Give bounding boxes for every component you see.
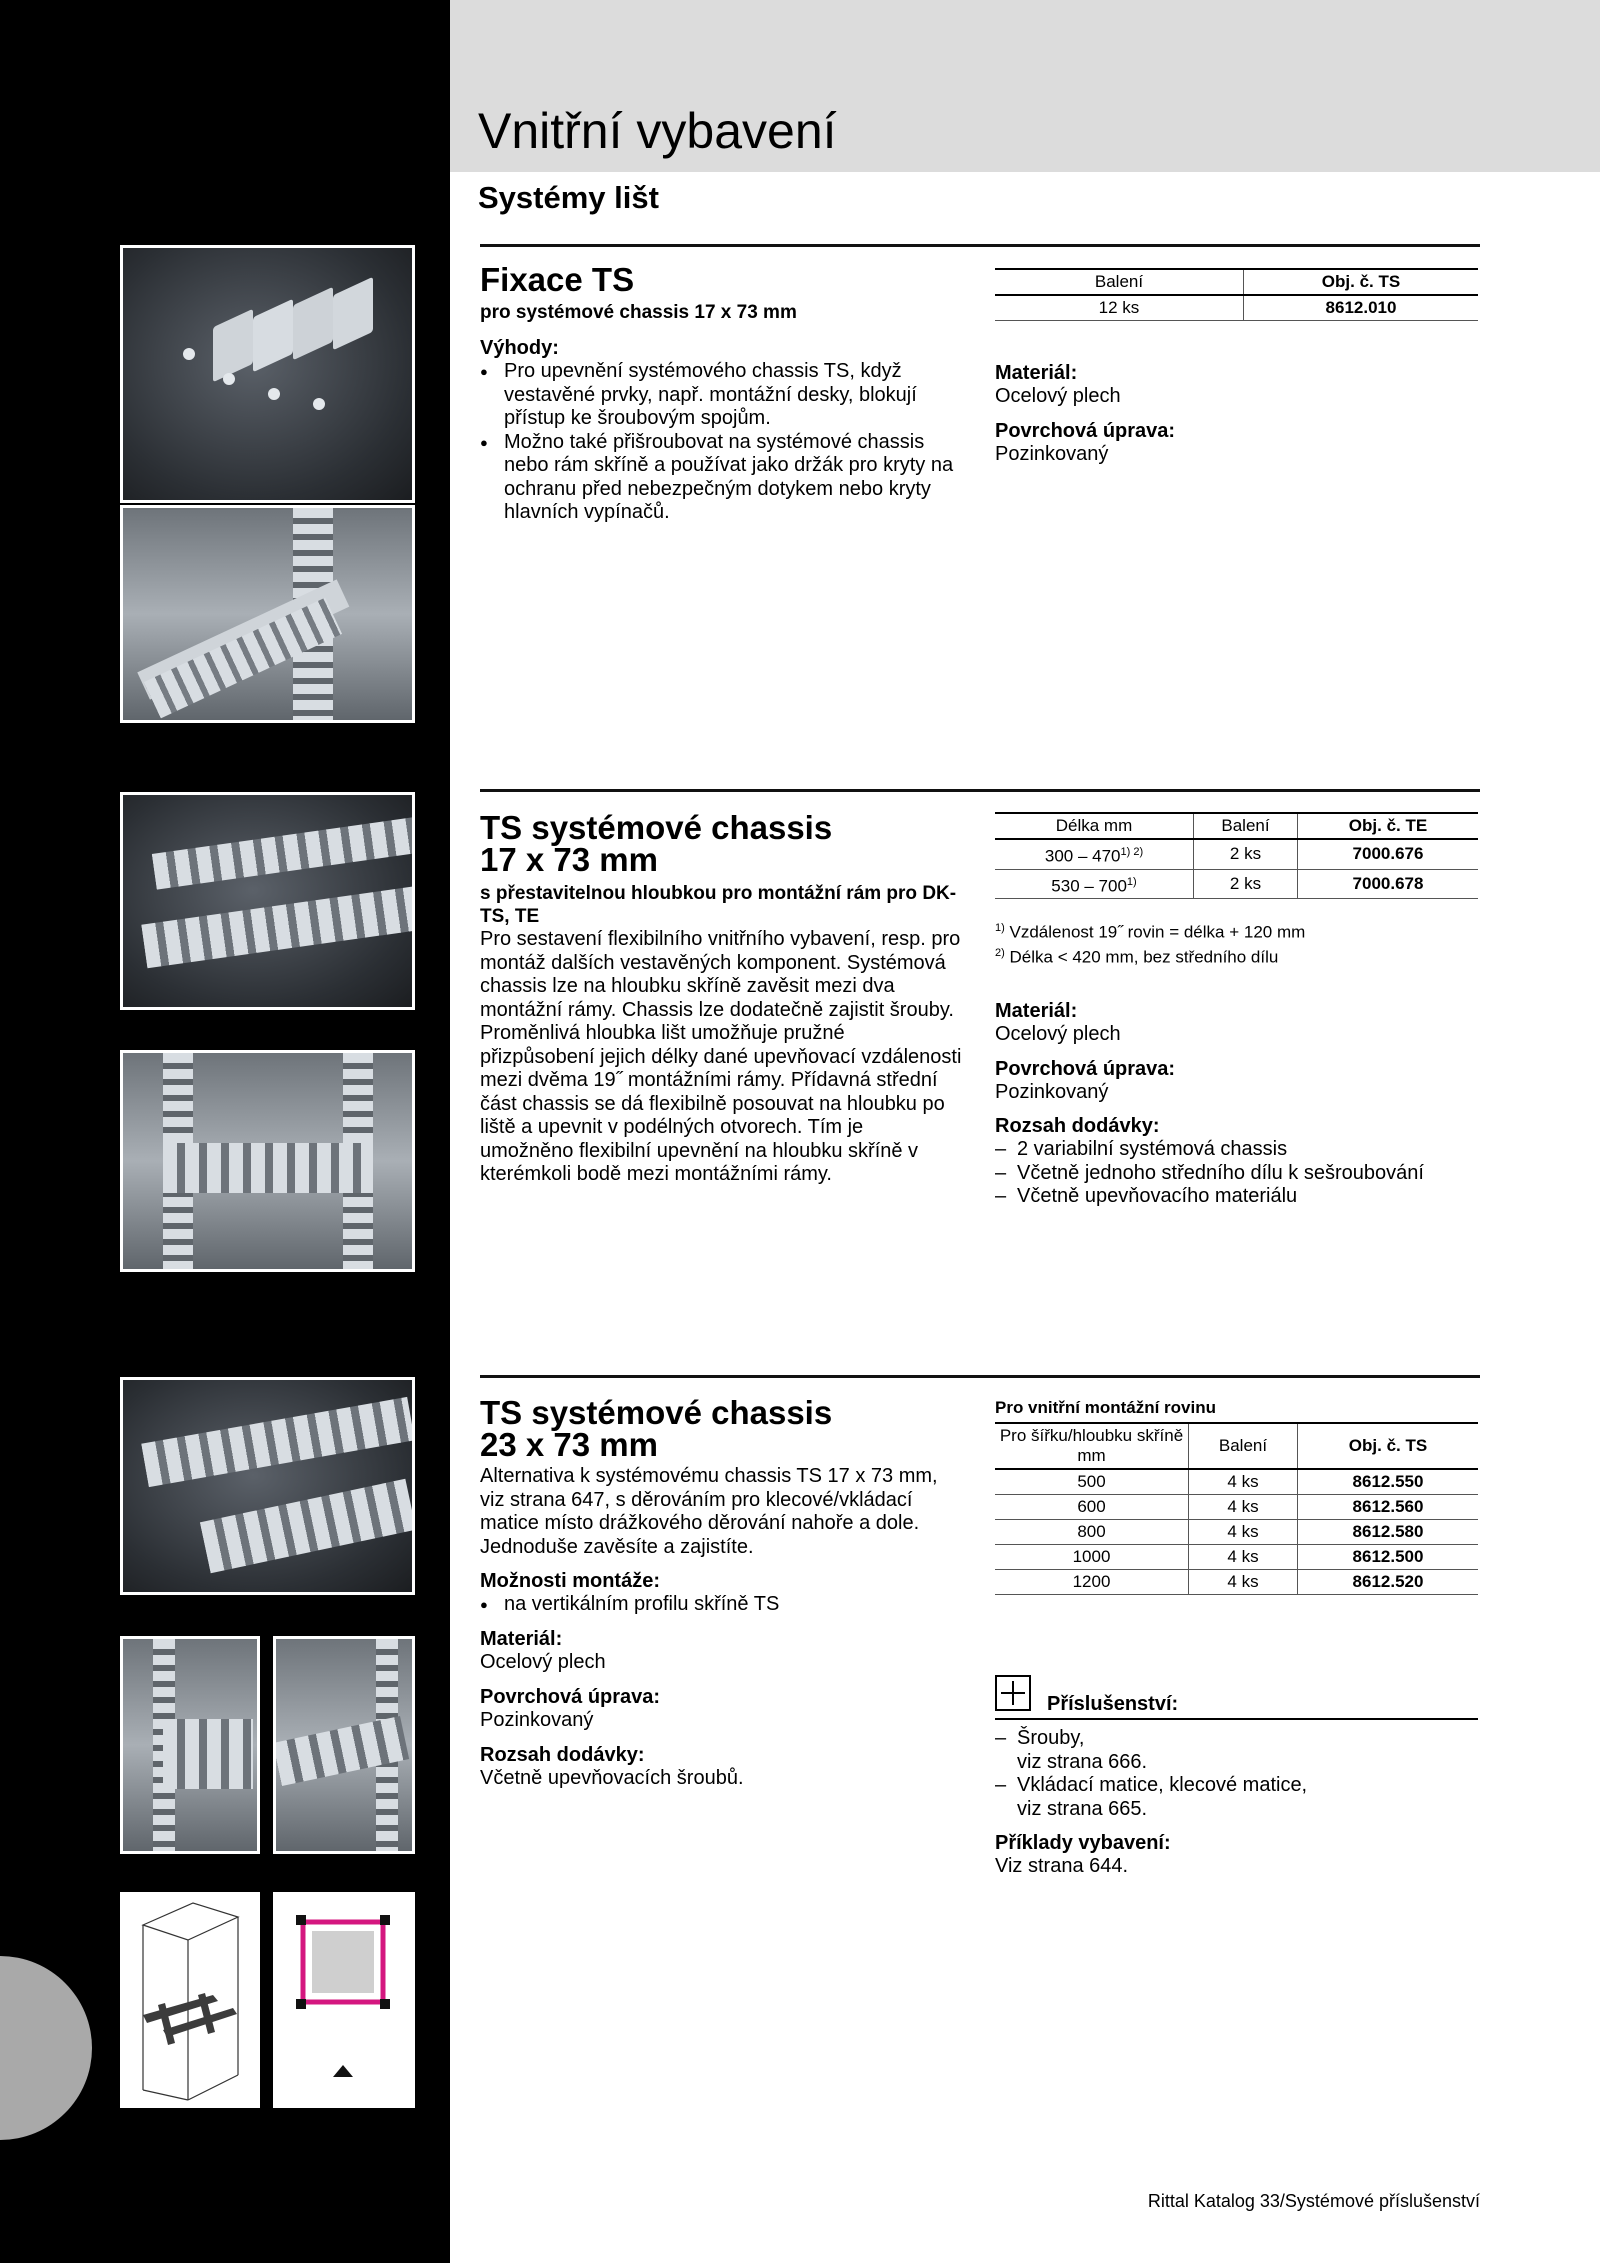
product-description: Alternativa k systémovému chassis TS 17 x 73 mm, viz strana 647, s děrováním pro klecové/vkládací matice místo drážkového děrování nahoře a dole. Jednoduše zavěsíte a zajistíte. bbox=[480, 1465, 938, 1558]
mounting-plane-drawing bbox=[276, 1895, 412, 2105]
table-cell: 530 – 700$^{1)}$ bbox=[995, 869, 1194, 899]
list-item: – 2 variabilní systémová chassis bbox=[995, 1138, 1480, 1162]
product-title-size: 17 x 73 mm bbox=[480, 841, 658, 878]
list-item: – Včetně jednoho středního dílu k sešroubování bbox=[995, 1162, 1480, 1186]
mounting-label: Možnosti montáže: bbox=[480, 1570, 660, 1592]
order-table-chassis-17 bbox=[995, 812, 1478, 899]
table-row bbox=[995, 295, 1478, 321]
accessories-label: Příslušenství: bbox=[1047, 1693, 1179, 1715]
product-photo-chassis-17-rails bbox=[120, 792, 415, 1010]
footnote: $^{2)}$ Délka < 420 mm, bez středního dílu bbox=[995, 946, 1279, 967]
product-photo-chassis-23-rails bbox=[120, 1377, 415, 1595]
table-cell: 800 bbox=[995, 1520, 1189, 1545]
list-item: – Šrouby, viz strana 666. bbox=[995, 1727, 1480, 1774]
table-cell: 8612.560 bbox=[1298, 1495, 1479, 1520]
plus-box-icon bbox=[995, 1675, 1031, 1711]
advantages-list bbox=[480, 360, 970, 525]
material-label: Materiál: bbox=[480, 1628, 563, 1650]
scope-list bbox=[995, 1138, 1480, 1209]
surface-label: Povrchová úprava: bbox=[480, 1686, 661, 1708]
table-caption: Pro vnitřní montážní rovinu bbox=[995, 1398, 1217, 1417]
product-description: Pro sestavení flexibilního vnitřního vybavení, resp. pro montáž dalších vestavěných komponent. Systémová chassis lze na hloubku skříně zavěsit mezi dva montážní rámy. Chassis lze dodatečně zajistit šrouby. Proměnlivá hloubka lišt umožňuje pružné přizpůsobení jejich délky dané upevňovací vzdálenosti mezi dvěma 19˝ montážními rámy. Přídavná střední část chassis se dá flexibilně posouvat na hloubku po liště a upevnit v podélných otvorech. Tím je umožněno flexibilní upevnění na hloubku skříně v kterémkoli bodě mezi montážními rámy. bbox=[480, 928, 962, 1185]
table-row bbox=[995, 1520, 1478, 1545]
surface-label: Povrchová úprava: bbox=[995, 1058, 1176, 1080]
table-row bbox=[995, 1545, 1478, 1570]
table-cell: 1200 bbox=[995, 1570, 1189, 1595]
table-header: Obj. č. TS bbox=[1244, 269, 1479, 295]
table-header: Pro šířku/hloubku skříně mm bbox=[995, 1423, 1189, 1469]
advantages-label: Výhody: bbox=[480, 337, 559, 359]
surface-value: Pozinkovaný bbox=[480, 1709, 594, 1731]
table-cell: 4 ks bbox=[1189, 1545, 1298, 1570]
table-cell: 4 ks bbox=[1189, 1495, 1298, 1520]
scope-label: Rozsah dodávky: bbox=[480, 1744, 645, 1766]
product-title-fixace: Fixace TS bbox=[480, 261, 635, 298]
material-label: Materiál: bbox=[995, 1000, 1078, 1022]
examples-label: Příklady vybavení: bbox=[995, 1832, 1171, 1854]
product-title-size: 23 x 73 mm bbox=[480, 1426, 658, 1463]
mounting-list bbox=[480, 1593, 965, 1617]
section-heading: Systémy lišt bbox=[478, 180, 659, 215]
mounting-plane-diagram bbox=[273, 1892, 415, 2108]
table-header: Balení bbox=[1189, 1423, 1298, 1469]
table-cell: 2 ks bbox=[1194, 839, 1298, 869]
product-photo-fixace-mounted bbox=[120, 505, 415, 723]
product-title-chassis-23: TS systémové chassis bbox=[480, 1394, 833, 1431]
table-cell: 4 ks bbox=[1189, 1520, 1298, 1545]
page-number: 648 bbox=[120, 2191, 151, 2211]
product-photo-chassis-17-mounted bbox=[120, 1050, 415, 1272]
product-photo-fixace-brackets bbox=[120, 245, 415, 503]
material-label: Materiál: bbox=[995, 362, 1078, 384]
order-table-fixace bbox=[995, 268, 1478, 321]
table-cell: 7000.678 bbox=[1298, 869, 1479, 899]
table-row bbox=[995, 869, 1478, 899]
table-cell: 8612.580 bbox=[1298, 1520, 1479, 1545]
order-table-chassis-23 bbox=[995, 1422, 1478, 1595]
footnotes bbox=[995, 918, 1305, 967]
table-cell: 4 ks bbox=[1189, 1469, 1298, 1495]
table-cell: 2 ks bbox=[1194, 869, 1298, 899]
table-cell: $300 - 470^{1) 2)}$ bbox=[995, 839, 1194, 869]
product-photo-chassis-23-mounted-a bbox=[120, 1636, 260, 1854]
section-rule bbox=[480, 789, 1480, 792]
table-row bbox=[995, 839, 1478, 869]
list-item: ● na vertikálním profilu skříně TS bbox=[480, 1593, 965, 1617]
scope-label: Rozsah dodávky: bbox=[995, 1115, 1160, 1137]
table-row bbox=[995, 1469, 1478, 1495]
arrow-up-icon bbox=[333, 2065, 353, 2077]
table-cell: 8612.550 bbox=[1298, 1469, 1479, 1495]
table-cell: 12 ks bbox=[995, 295, 1244, 321]
product-subtitle: s přestavitelnou hloubkou pro montážní rám pro DK-TS, TE bbox=[480, 883, 957, 927]
table-cell: 8612.500 bbox=[1298, 1545, 1479, 1570]
product-title-chassis-17: TS systémové chassis bbox=[480, 809, 833, 846]
product-photo-chassis-23-mounted-b bbox=[273, 1636, 415, 1854]
material-value: Ocelový plech bbox=[995, 1023, 1121, 1045]
accessories-rule bbox=[995, 1718, 1478, 1720]
surface-value: Pozinkovaný bbox=[995, 443, 1109, 465]
examples-value: Viz strana 644. bbox=[995, 1855, 1129, 1877]
scope-value: Včetně upevňovacích šroubů. bbox=[480, 1767, 744, 1789]
table-cell: 8612.520 bbox=[1298, 1570, 1479, 1595]
footnote: $^{1)}$ Vzdálenost 19˝ rovin = délka + 120 mm bbox=[995, 922, 1306, 942]
list-item: – Vkládací matice, klecové matice, viz strana 665. bbox=[995, 1774, 1480, 1821]
list-item: ● Pro upevnění systémového chassis TS, když vestavěné prvky, např. montážní desky, blokují přístup ke šroubovým spojům. bbox=[480, 360, 970, 431]
list-item: ● Možno také přišroubovat na systémové chassis nebo rám skříně a používat jako držák pro kryty na ochranu před nebezpečným dotykem nebo kryty hlavních vypínačů. bbox=[480, 431, 970, 525]
table-cell: 1000 bbox=[995, 1545, 1189, 1570]
accessories-list bbox=[995, 1727, 1480, 1821]
table-header: Obj. č. TE bbox=[1298, 813, 1479, 839]
surface-value: Pozinkovaný bbox=[995, 1081, 1109, 1103]
table-header: Balení bbox=[1194, 813, 1298, 839]
cabinet-isometric-drawing bbox=[123, 1895, 257, 2105]
cabinet-diagram bbox=[120, 1892, 260, 2108]
table-cell: 500 bbox=[995, 1469, 1189, 1495]
footer-catalog: Rittal Katalog 33/Systémové příslušenství bbox=[1147, 2191, 1480, 2211]
section-rule bbox=[480, 244, 1480, 247]
list-item: – Včetně upevňovacího materiálu bbox=[995, 1185, 1480, 1209]
table-row bbox=[995, 1495, 1478, 1520]
page-title: Vnitřní vybavení bbox=[478, 103, 837, 159]
surface-label: Povrchová úprava: bbox=[995, 420, 1176, 442]
table-row bbox=[995, 1570, 1478, 1595]
table-cell: 8612.010 bbox=[1244, 295, 1479, 321]
table-cell: 4 ks bbox=[1189, 1570, 1298, 1595]
material-value: Ocelový plech bbox=[995, 385, 1121, 407]
table-cell: 600 bbox=[995, 1495, 1189, 1520]
table-header: Délka mm bbox=[995, 813, 1194, 839]
table-header: Balení bbox=[995, 269, 1244, 295]
table-header: Obj. č. TS bbox=[1298, 1423, 1479, 1469]
section-rule bbox=[480, 1375, 1480, 1378]
table-cell: 7000.676 bbox=[1298, 839, 1479, 869]
product-subtitle: pro systémové chassis 17 x 73 mm bbox=[480, 302, 797, 323]
material-value: Ocelový plech bbox=[480, 1651, 606, 1673]
